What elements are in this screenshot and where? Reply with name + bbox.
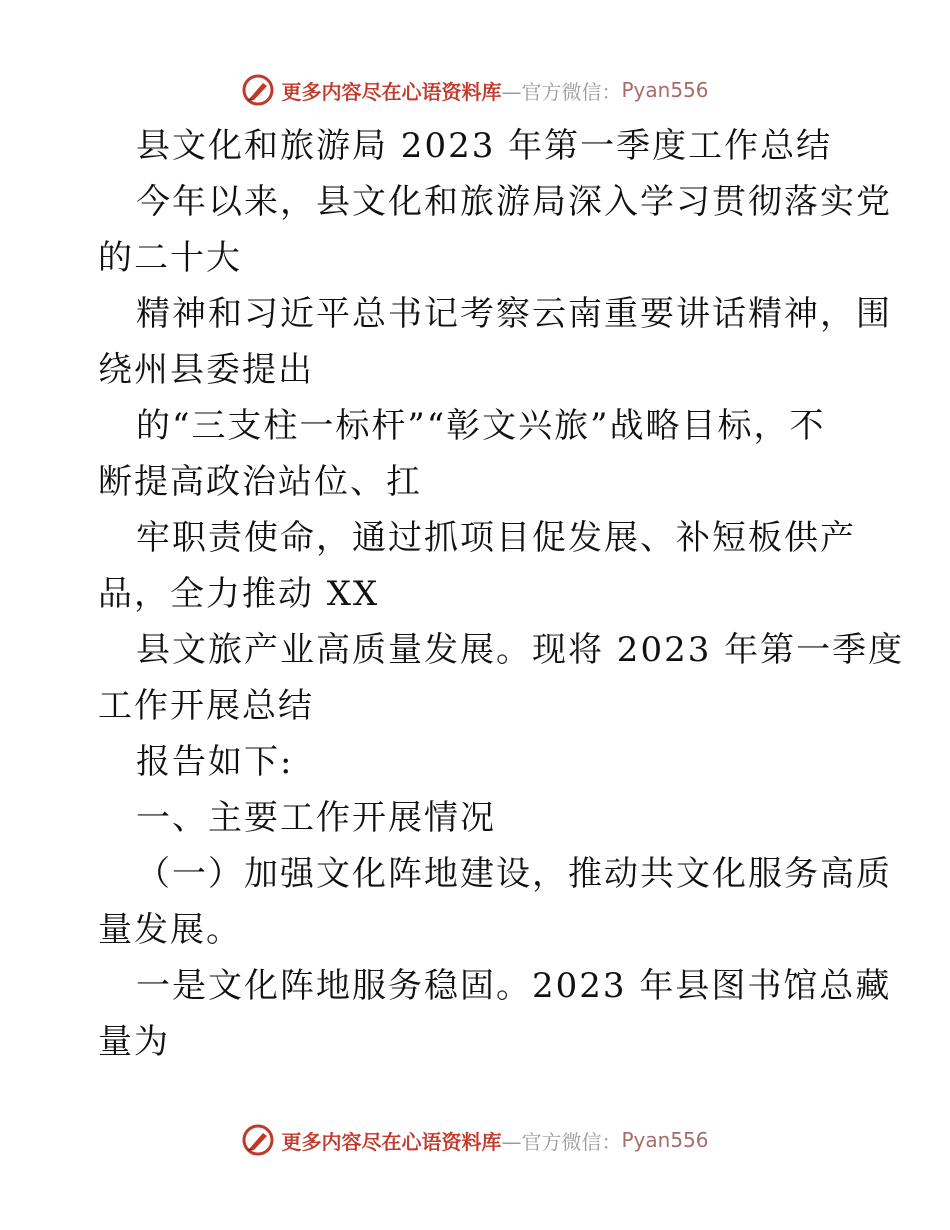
pen-circle-logo-icon xyxy=(241,1123,275,1157)
paragraph-line: 的二十大 xyxy=(98,238,242,278)
paragraph-line: 县文旅产业高质量发展。现将 2023 年第一季度 xyxy=(136,630,905,670)
document-body xyxy=(98,118,905,1070)
paragraph-line: 工作开展总结 xyxy=(98,686,314,726)
paragraph-line: 精神和习近平总书记考察云南重要讲话精神，围 xyxy=(136,294,892,334)
pen-circle-logo-icon xyxy=(241,73,275,107)
paragraph-line: 断提高政治站位、扛 xyxy=(98,462,422,502)
paragraph-line: 一是文化阵地服务稳固。2023 年县图书馆总藏 xyxy=(136,966,892,1006)
subsection-heading: （一）加强文化阵地建设，推动共文化服务高质 xyxy=(136,854,892,894)
paragraph-line: 量发展。 xyxy=(98,910,242,950)
header-watermark-banner xyxy=(0,70,950,110)
paragraph-line: 报告如下: xyxy=(136,742,294,782)
paragraph-line: 品，全力推动 XX xyxy=(98,574,380,614)
paragraph-line: 牢职责使命，通过抓项目促发展、补短板供产 xyxy=(136,518,856,558)
banner-site-name: 更多内容尽在心语资料库 xyxy=(281,1129,502,1154)
banner-wechat-id: Pyan556 xyxy=(621,1128,709,1152)
paragraph-line: 绕州县委提出 xyxy=(98,350,314,390)
banner-wechat-label: —官方微信： xyxy=(501,1129,622,1154)
banner-wechat-label: —官方微信： xyxy=(501,79,622,104)
banner-site-name: 更多内容尽在心语资料库 xyxy=(281,79,502,104)
paragraph-line: 量为 xyxy=(98,1022,170,1062)
document-title-line: 县文化和旅游局 2023 年第一季度工作总结 xyxy=(136,126,833,166)
footer-watermark-banner xyxy=(0,1120,950,1160)
section-heading: 一、主要工作开展情况 xyxy=(136,798,496,838)
banner-wechat-id: Pyan556 xyxy=(621,78,709,102)
paragraph-line: 的“三支柱一标杆”“彰文兴旅”战略目标，不 xyxy=(136,406,826,446)
paragraph-line: 今年以来，县文化和旅游局深入学习贯彻落实党 xyxy=(136,182,892,222)
